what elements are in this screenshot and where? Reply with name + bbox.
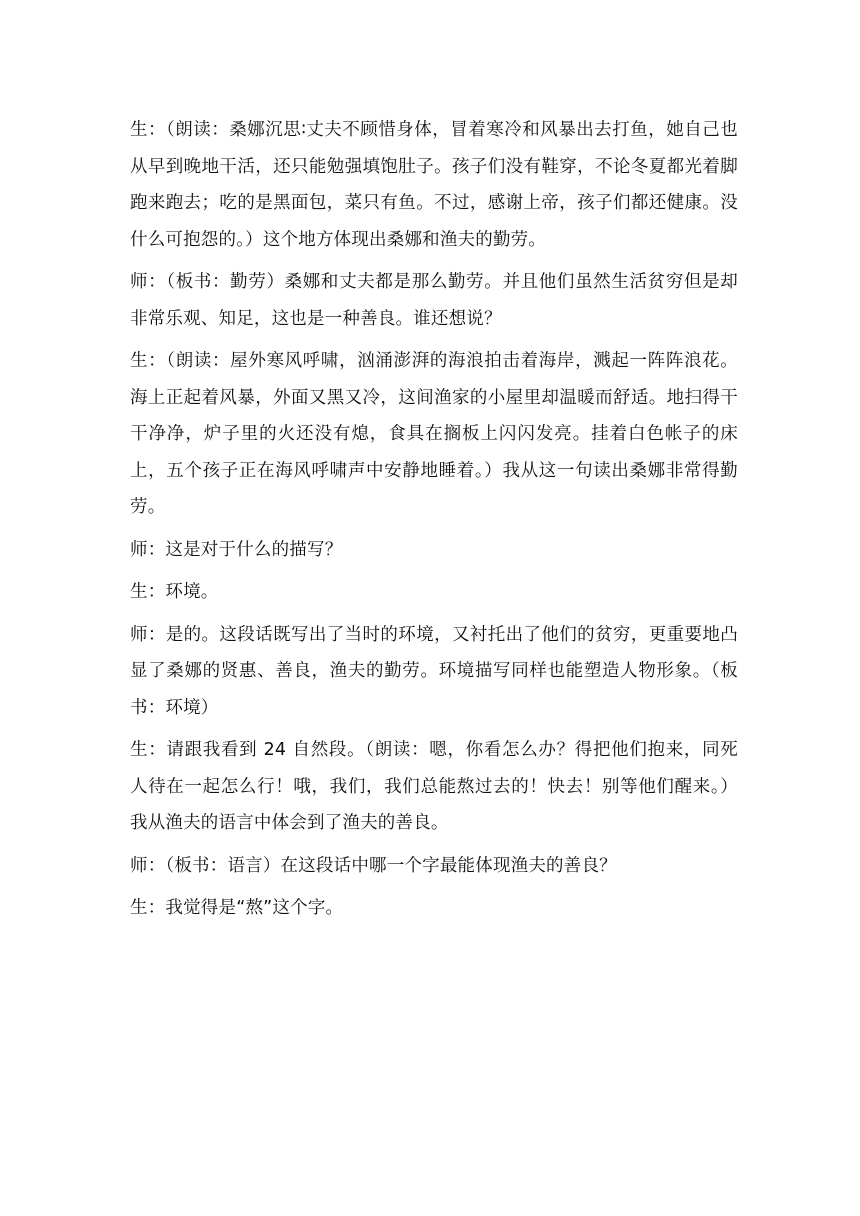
paragraph-student-paragraph-24: 生：请跟我看到 24 自然段。（朗读：嗯，你看怎么办？得把他们抱来，同死人待在一起怎么行！哦，我们，我们总能熬过去的！快去！别等他们醒来。）我从渔夫的语言中体会到了渔夫的善良。 (130, 740, 738, 833)
paragraph-teacher-environment-explanation: 师：是的。这段话既写出了当时的环境，又衬托出了他们的贫穷，更重要地凸显了桑娜的贤惠、善良，渔夫的勤劳。环境描写同样也能塑造人物形象。（板书：环境） (130, 624, 738, 718)
paragraph-student-answer-word: 生：我觉得是“熬”这个字。 (130, 898, 344, 918)
paragraph-teacher-diligence: 师：（板书：勤劳）桑娜和丈夫都是那么勤劳。并且他们虽然生活贫穷但是却非常乐观、知足，这也是一种善良。谁还想说？ (130, 272, 738, 329)
paragraph-student-reading-hardship: 生：（朗读：桑娜沉思∶丈夫不顾惜身体，冒着寒冷和风暴出去打鱼，她自己也从早到晚地干活，还只能勉强填饱肚子。孩子们没有鞋穿，不论冬夏都光着脚跑来跑去；吃的是黑面包，菜只有鱼。不过，感谢上帝，孩子们都还健康。没什么可抱怨的。）这个地方体现出桑娜和渔夫的勤劳。 (130, 120, 738, 250)
paragraph-teacher-question: 师：这是对于什么的描写？ (130, 539, 343, 560)
paragraph-teacher-language-question: 师：（板书：语言）在这段话中哪一个字最能体现渔夫的善良？ (130, 855, 617, 876)
document-body (130, 112, 738, 933)
paragraph-student-reading-environment: 生：（朗读：屋外寒风呼啸，汹涌澎湃的海浪拍击着海岸，溅起一阵阵浪花。海上正起着风暴，外面又黑又冷，这间渔家的小屋里却温暖而舒适。地扫得干干净净，炉子里的火还没有熄，食具在搁板上闪闪发亮。挂着白色帐子的床上，五个孩子正在海风呼啸声中安静地睡着。）我从这一句读出桑娜非常得勤劳。 (130, 351, 738, 517)
paragraph-student-answer-environment: 生：环境。 (130, 582, 219, 602)
